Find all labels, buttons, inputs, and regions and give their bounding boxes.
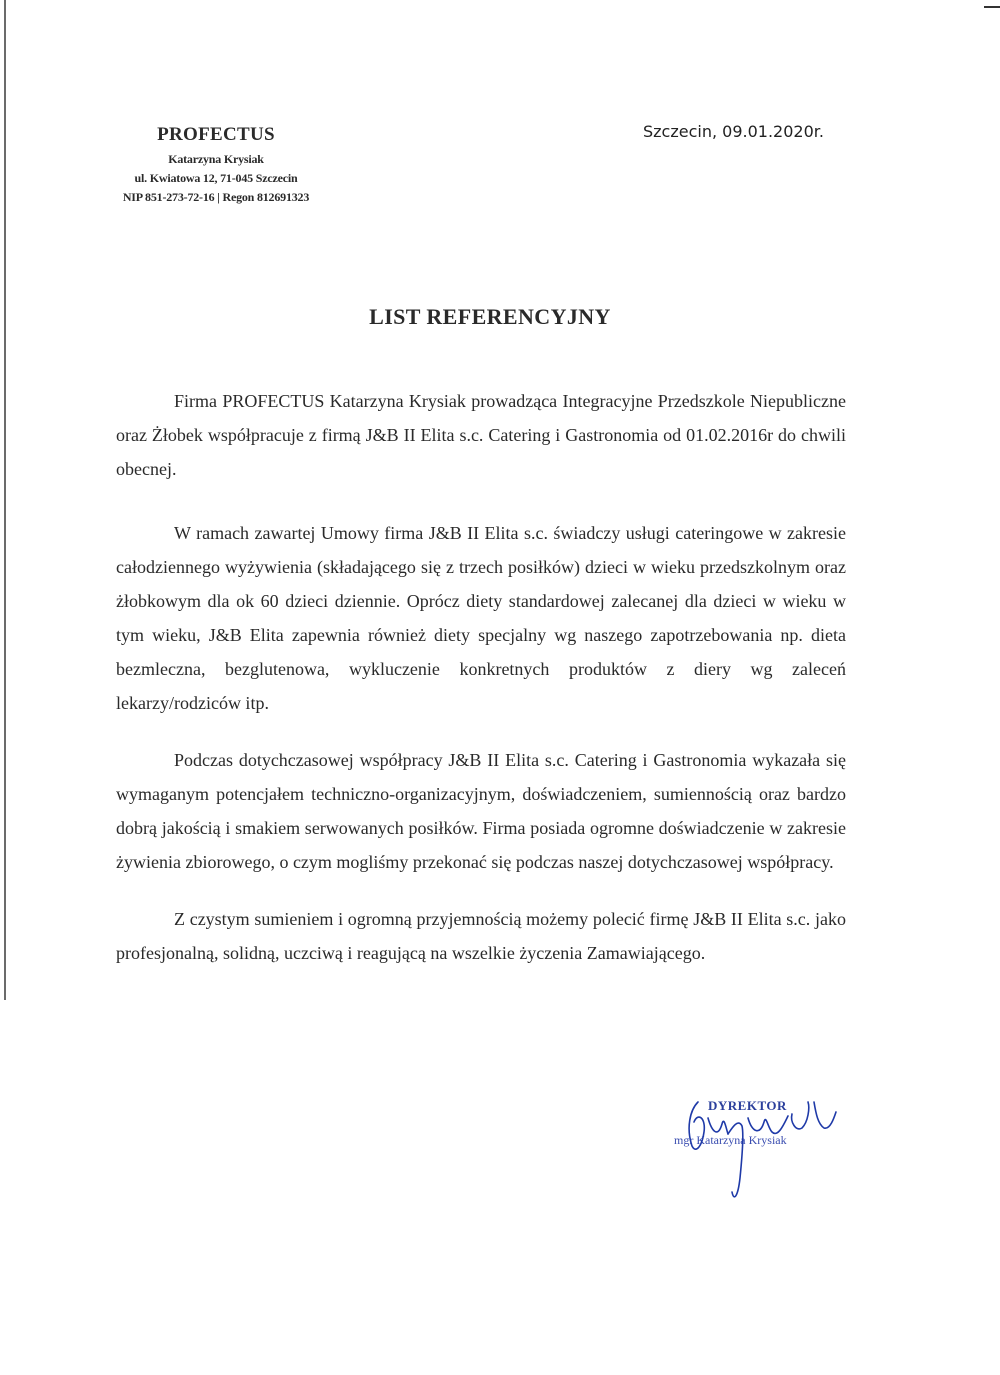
letter-date: Szczecin, 09.01.2020r. <box>643 122 824 141</box>
handwritten-signature <box>668 1088 848 1206</box>
paragraph-2: W ramach zawartej Umowy firma J&B II Elita s.c. świadczy usługi cateringowe w zakresie całodziennego wyżywienia (składającego się z trzech posiłków) dzieci w wieku przedszkolnym oraz żłobkowym dla ok 60 dzieci dziennie. Oprócz diety standardowej zalecanej dla dzieci w wieku w tym wieku, J&B Elita zapewnia również diety specjalny wg naszego zapotrzebowania np. dieta bezmleczna, bezglutenowa, wykluczenie konkretnych produktów z diery wg zaleceń lekarzy/rodziców itp. <box>116 523 846 713</box>
document-title: LIST REFERENCYJNY <box>369 304 611 329</box>
letter-body <box>116 384 846 970</box>
owner-name: Katarzyna Krysiak <box>168 152 264 166</box>
paragraph-3: Podczas dotychczasowej współpracy J&B II Elita s.c. Catering i Gastronomia wykazała się wymaganym potencjałem techniczno-organizacyjnym, doświadczeniem, sumiennością oraz bardzo dobrą jakością i smakiem serwowanych posiłków. Firma posiada ogromne doświadczenie w zakresie żywienia zbiorowego, o czym mogliśmy przekonać się podczas naszej dotychczasowej współpracy. <box>116 750 846 872</box>
letterhead <box>100 124 332 207</box>
paragraph-4: Z czystym sumieniem i ogromną przyjemnością możemy polecić firmę J&B II Elita s.c. jako profesjonalną, solidną, uczciwą i reagującą na wszelkie życzenia Zamawiającego. <box>116 909 846 963</box>
stamp-title: DYREKTOR <box>708 1098 787 1113</box>
signature-stamp <box>668 1088 848 1206</box>
stamp-name: mgr Katarzyna Krysiak <box>674 1133 787 1147</box>
scan-edge-left <box>4 0 6 1000</box>
scan-mark-right <box>984 6 1000 8</box>
company-name: PROFECTUS <box>157 124 275 145</box>
company-ids: NIP 851-273-72-16 | Regon 812691323 <box>122 190 310 204</box>
company-address: ul. Kwiatowa 12, 71-045 Szczecin <box>134 171 298 185</box>
paragraph-1: Firma PROFECTUS Katarzyna Krysiak prowadząca Integracyjne Przedszkole Niepubliczne oraz Żłobek współpracuje z firmą J&B II Elita s.c. Catering i Gastronomia od 01.02.2016r do chwili obecnej. <box>116 391 846 479</box>
